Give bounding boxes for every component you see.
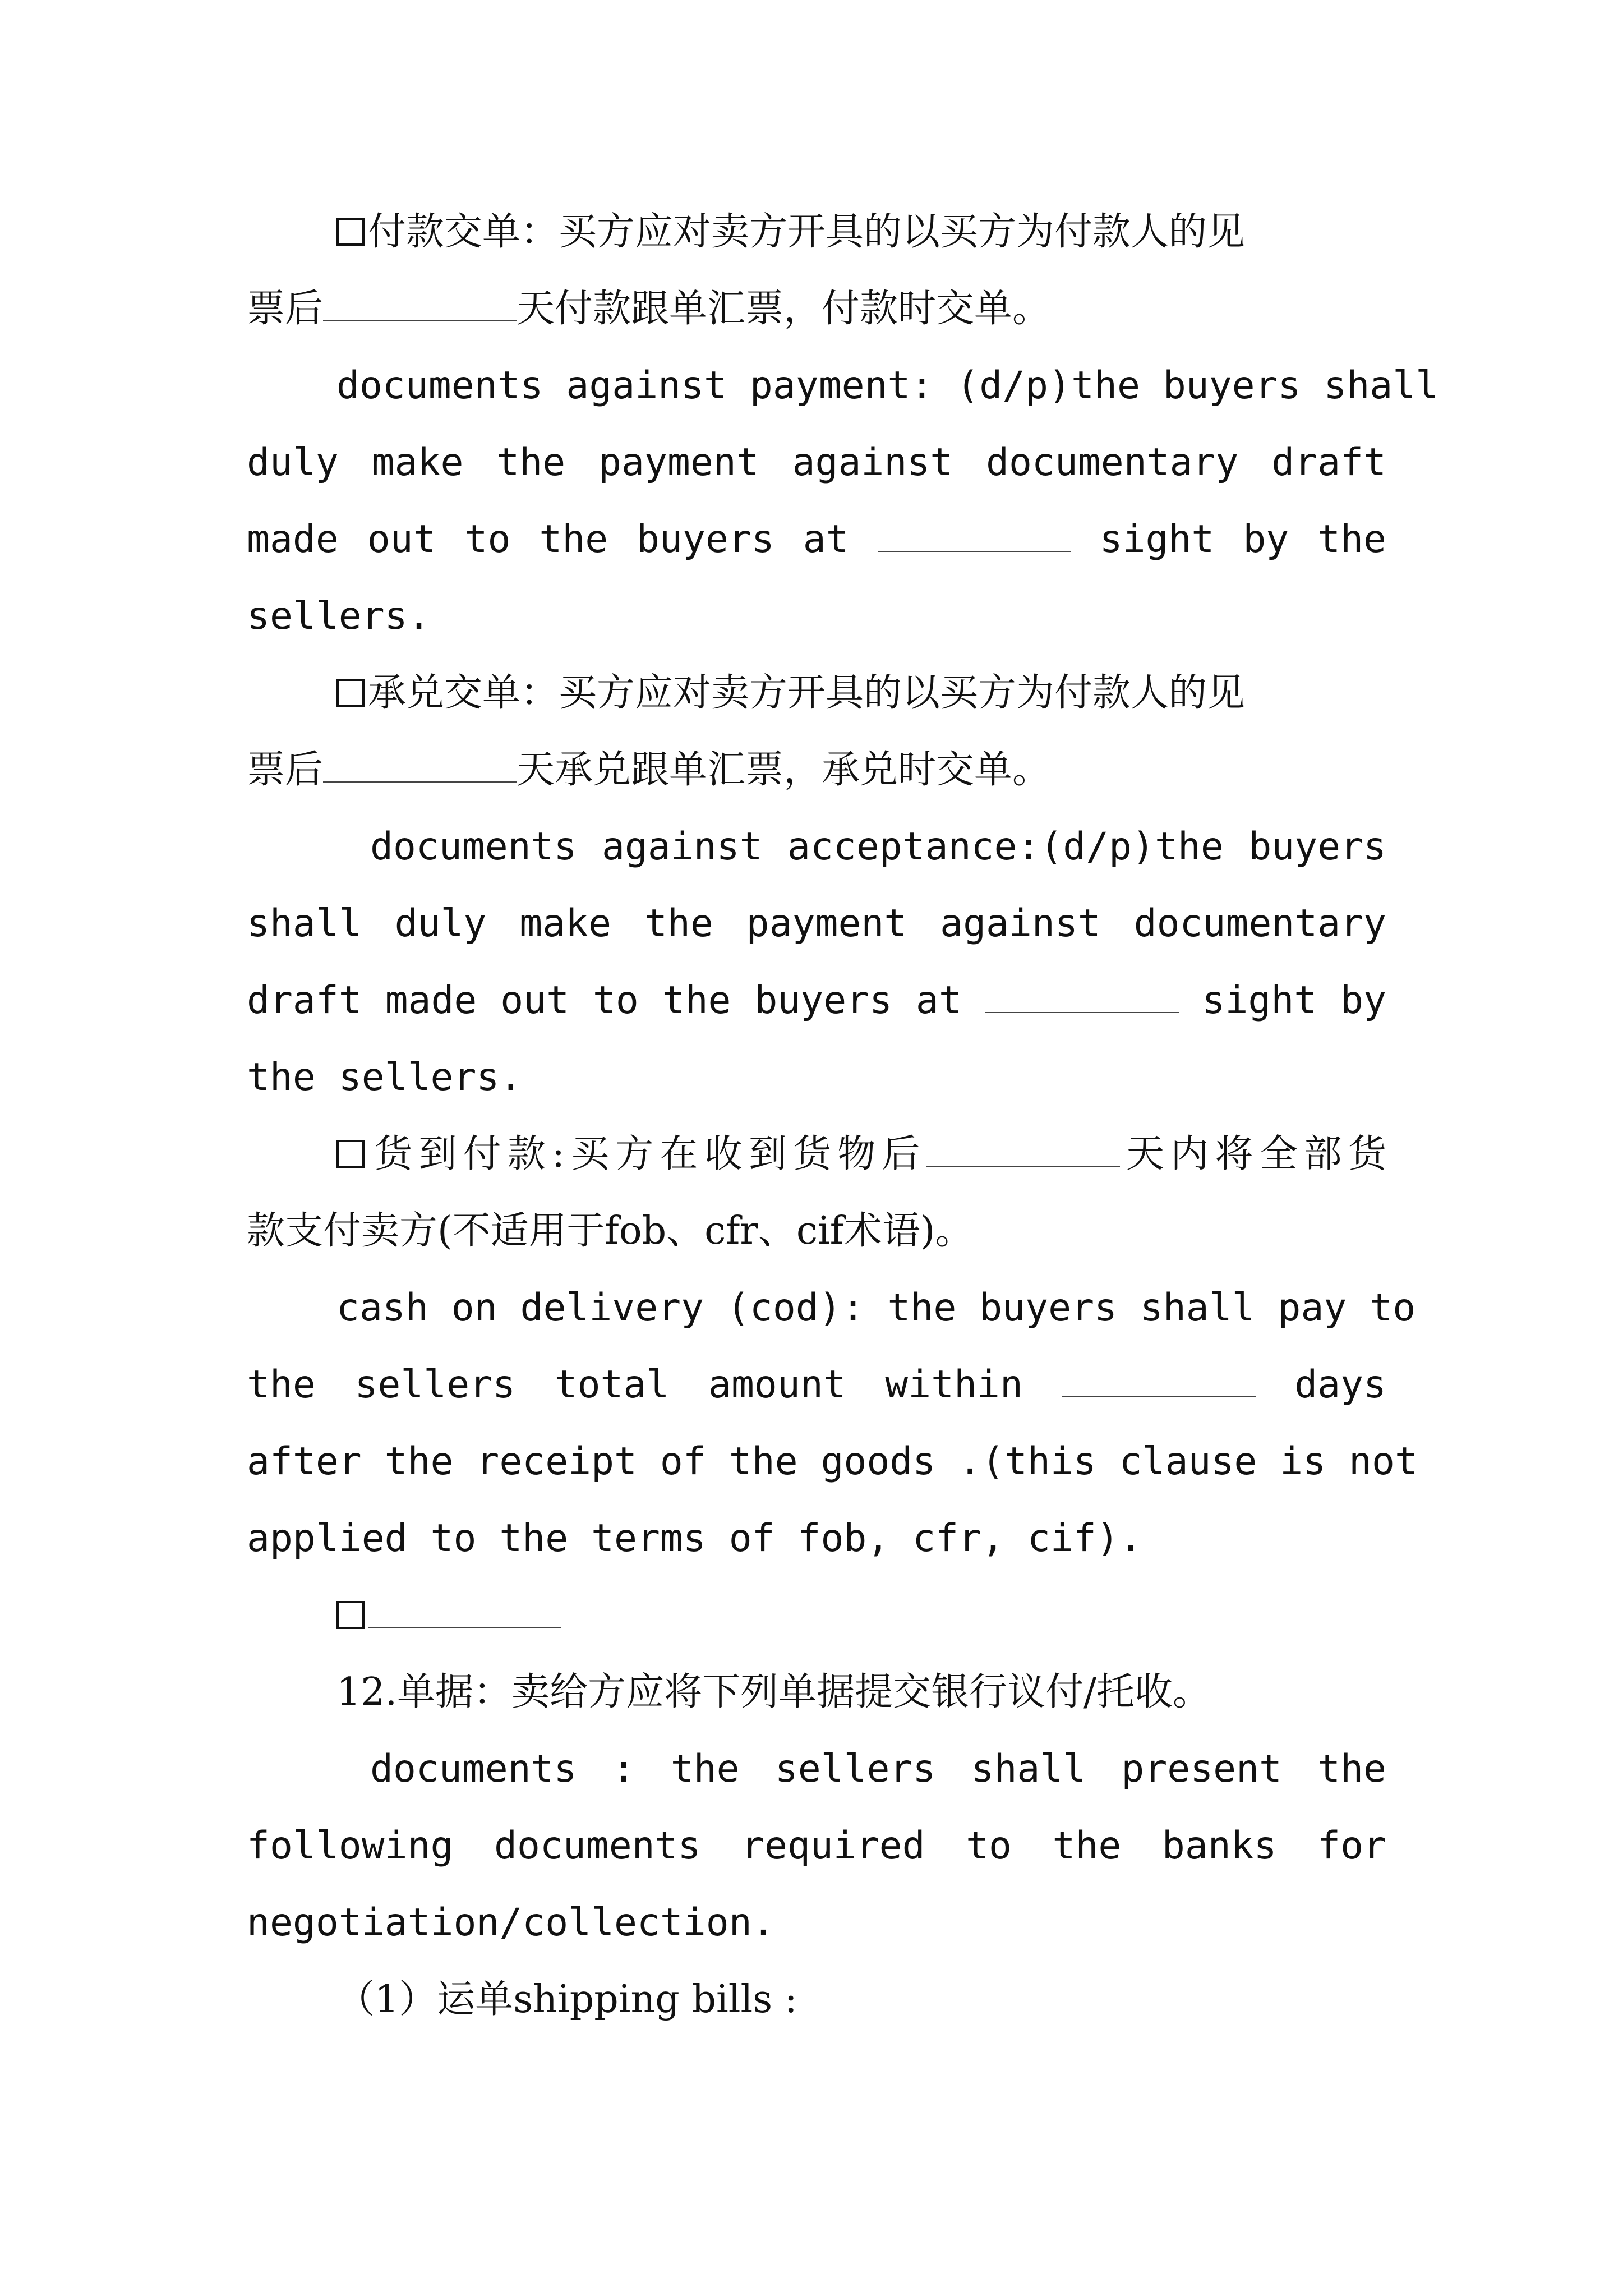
- dp-days-blank[interactable]: [323, 291, 517, 321]
- dp-en-line-4: sellers.: [247, 594, 431, 638]
- cod-en-line-2: [247, 1346, 1386, 1423]
- documents-en-line-2: following documents required to the banks for: [247, 1824, 1386, 1868]
- cod-en-line-4: applied to the terms of fob, cfr, cif).: [247, 1516, 1142, 1561]
- da-cn-text: 承兑交单：买方应对卖方开具的以买方为付款人的见: [368, 671, 1246, 715]
- da-en-line-1: documents against acceptance:(d/p)the buyers: [370, 825, 1386, 869]
- da-en-text-post: sight by: [1202, 978, 1387, 1023]
- da-en-line-3: [247, 962, 1386, 1039]
- cod-en-line-3: after the receipt of the goods .(this clause is not: [247, 1439, 1418, 1484]
- documents-cn-line: 12.单据：卖给方应将下列单据提交银行议付/托收。: [336, 1670, 1211, 1714]
- dp-cn-line-1: [247, 194, 1386, 270]
- other-option-blank[interactable]: [368, 1598, 561, 1628]
- dp-cn-line-2: [247, 270, 1386, 347]
- cod-en-line-1: cash on delivery (cod): the buyers shall pay to: [336, 1286, 1416, 1330]
- dp-sight-blank[interactable]: [878, 522, 1071, 552]
- dp-en-line-1: documents against payment: (d/p)the buyers shall: [336, 364, 1439, 408]
- dp-en-text-pre: made out to the buyers at: [247, 517, 878, 562]
- da-cn-text-post: 天承兑跟单汇票，承兑时交单。: [517, 748, 1051, 792]
- cod-days-blank[interactable]: [926, 1137, 1120, 1167]
- cod-en-text-post: days: [1294, 1363, 1386, 1407]
- cod-cn-line-1: [247, 1116, 1386, 1193]
- cod-cn-text-pre: 货到付款:买方在收到货物后: [368, 1132, 926, 1176]
- da-sight-blank[interactable]: [985, 983, 1179, 1013]
- da-en-line-2: shall duly make the payment against documentary: [247, 901, 1386, 946]
- dp-en-line-2: duly make the payment against documentary draft: [247, 440, 1386, 485]
- dp-en-line-3: [247, 501, 1386, 578]
- other-option-line: [247, 1577, 1386, 1654]
- da-en-text-pre: draft made out to the buyers at: [247, 978, 985, 1023]
- da-cn-line-2: [247, 731, 1386, 808]
- da-days-blank[interactable]: [323, 752, 517, 783]
- documents-en-line-1: documents : the sellers shall present the: [370, 1747, 1386, 1791]
- dp-checkbox[interactable]: [336, 218, 365, 246]
- cod-checkbox[interactable]: [336, 1140, 365, 1168]
- dp-cn-text: 付款交单：买方应对卖方开具的以买方为付款人的见: [368, 210, 1246, 254]
- da-en-line-4: the sellers.: [247, 1055, 523, 1099]
- da-cn-text-pre: 票后: [247, 748, 324, 792]
- da-checkbox[interactable]: [336, 679, 365, 707]
- cod-total-days-blank[interactable]: [1062, 1367, 1256, 1397]
- cod-cn-line-2: 款支付卖方(不适用于fob、cfr、cif术语)。: [247, 1209, 974, 1253]
- dp-cn-text-post: 天付款跟单汇票，付款时交单。: [517, 287, 1051, 331]
- dp-en-text-post: sight by the: [1099, 517, 1386, 562]
- da-cn-line-1: [247, 655, 1386, 731]
- cod-cn-text-post: 天内将全部货: [1119, 1132, 1386, 1176]
- other-checkbox[interactable]: [336, 1601, 365, 1629]
- shipping-bills-line: （1）运单shipping bills :: [336, 1977, 797, 2022]
- document-page: [247, 194, 1439, 2038]
- documents-en-line-3: negotiation/collection.: [247, 1901, 775, 1945]
- cod-en-text-pre: the sellers total amount within: [247, 1363, 1062, 1407]
- dp-cn-text-pre: 票后: [247, 287, 324, 331]
